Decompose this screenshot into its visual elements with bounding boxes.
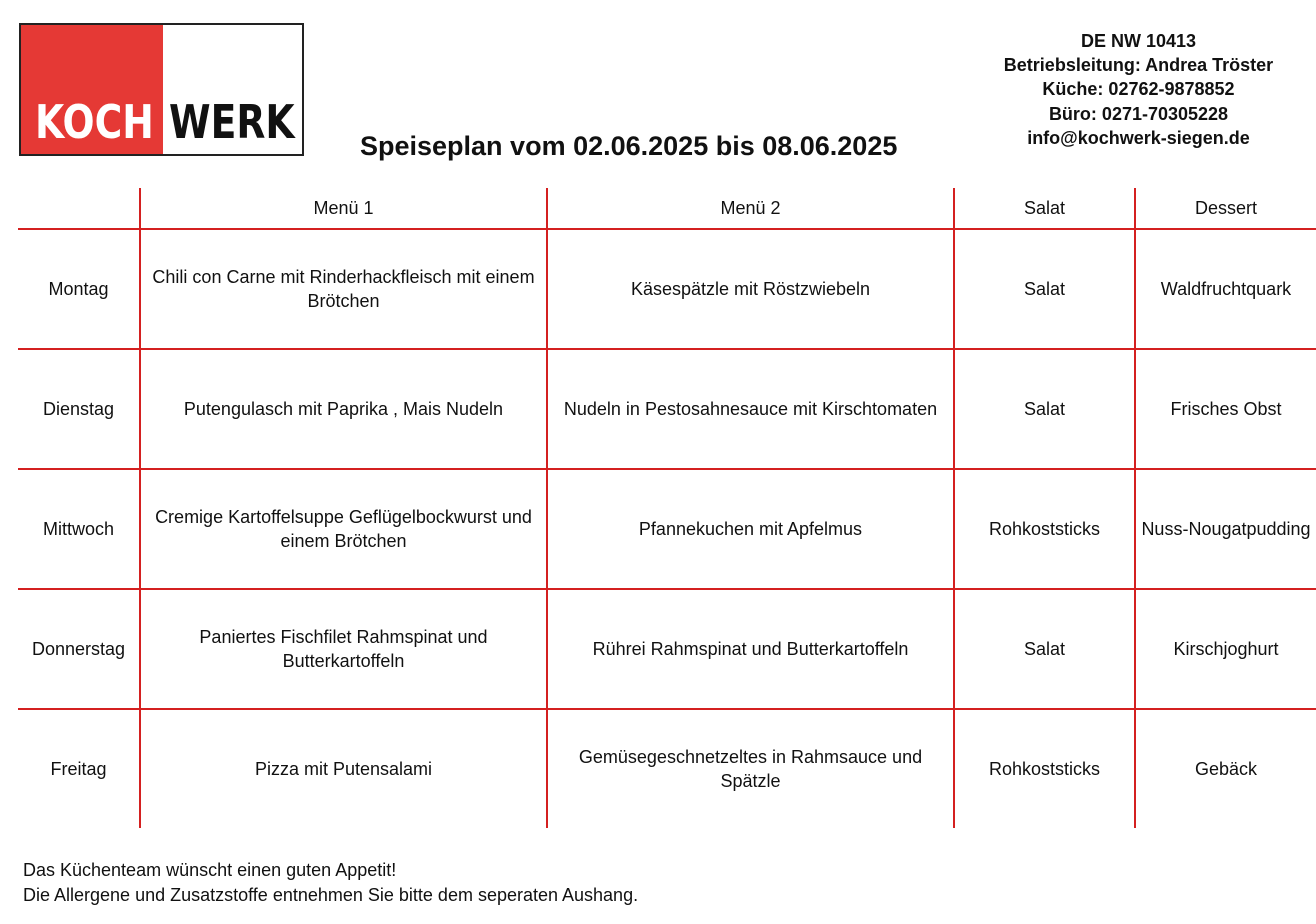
salad-cell: Salat	[954, 229, 1135, 349]
menu-1-cell: Cremige Kartoffelsuppe Geflügelbockwurst und einem Brötchen	[140, 469, 547, 589]
table-row	[18, 709, 1316, 828]
table-header-row	[18, 188, 1316, 229]
salad-cell: Rohkoststicks	[954, 709, 1135, 828]
menu-2-cell: Nudeln in Pestosahnesauce mit Kirschtomaten	[547, 349, 954, 469]
footer-allergen-note: Die Allergene und Zusatzstoffe entnehmen Sie bitte dem seperaten Aushang.	[23, 885, 639, 905]
header-menu-1: Menü 1	[140, 188, 547, 229]
day-cell: Montag	[18, 229, 140, 349]
header-day	[18, 188, 140, 229]
footer-greeting: Das Küchenteam wünscht einen guten Appetit!	[23, 860, 397, 880]
management-name: Betriebsleitung: Andrea Tröster	[1003, 55, 1274, 76]
day-cell: Mittwoch	[18, 469, 140, 589]
table-row	[18, 349, 1316, 469]
menu-table	[18, 188, 1316, 828]
menu-2-cell: Pfannekuchen mit Apfelmus	[547, 469, 954, 589]
day-cell: Donnerstag	[18, 589, 140, 709]
kitchen-phone: Küche: 02762-9878852	[1042, 79, 1235, 100]
table-row	[18, 589, 1316, 709]
table-row	[18, 229, 1316, 349]
menu-1-cell: Chili con Carne mit Rinderhackfleisch mit einem Brötchen	[140, 229, 547, 349]
header-salad: Salat	[954, 188, 1135, 229]
page-title: Speiseplan vom 02.06.2025 bis 08.06.2025	[360, 131, 898, 161]
salad-cell: Salat	[954, 349, 1135, 469]
day-cell: Freitag	[50, 759, 107, 779]
dessert-cell: Waldfruchtquark	[1135, 229, 1316, 349]
day-cell: Dienstag	[18, 349, 140, 469]
salad-cell: Salat	[954, 589, 1135, 709]
logo-word-koch: KOCH	[35, 95, 154, 149]
contact-block	[990, 29, 1287, 150]
email-address[interactable]: info@kochwerk-siegen.de	[1027, 127, 1250, 148]
kochwerk-logo	[19, 23, 304, 156]
header-dessert: Dessert	[1135, 188, 1316, 229]
logo-word-werk: WERK	[169, 95, 295, 149]
salad-cell: Rohkoststicks	[954, 469, 1135, 589]
menu-1-cell: Paniertes Fischfilet Rahmspinat und Butterkartoffeln	[140, 589, 547, 709]
footer-notes	[23, 858, 638, 908]
menu-2-cell: Gemüsegeschnetzeltes in Rahmsauce und Spätzle	[547, 709, 954, 828]
menu-1-cell: Putengulasch mit Paprika , Mais Nudeln	[140, 349, 547, 469]
menu-2-cell: Rührei Rahmspinat und Butterkartoffeln	[547, 589, 954, 709]
registration-number: DE NW 10413	[1080, 31, 1197, 51]
dessert-cell: Nuss-Nougatpudding	[1135, 469, 1316, 589]
header-menu-2: Menü 2	[547, 188, 954, 229]
table-row	[18, 469, 1316, 589]
menu-2-cell: Käsespätzle mit Röstzwiebeln	[547, 229, 954, 349]
dessert-cell: Frisches Obst	[1135, 349, 1316, 469]
menu-1-cell: Pizza mit Putensalami	[140, 709, 547, 828]
dessert-cell: Gebäck	[1135, 709, 1316, 828]
dessert-cell: Kirschjoghurt	[1135, 589, 1316, 709]
office-phone: Büro: 0271-70305228	[1048, 103, 1229, 124]
